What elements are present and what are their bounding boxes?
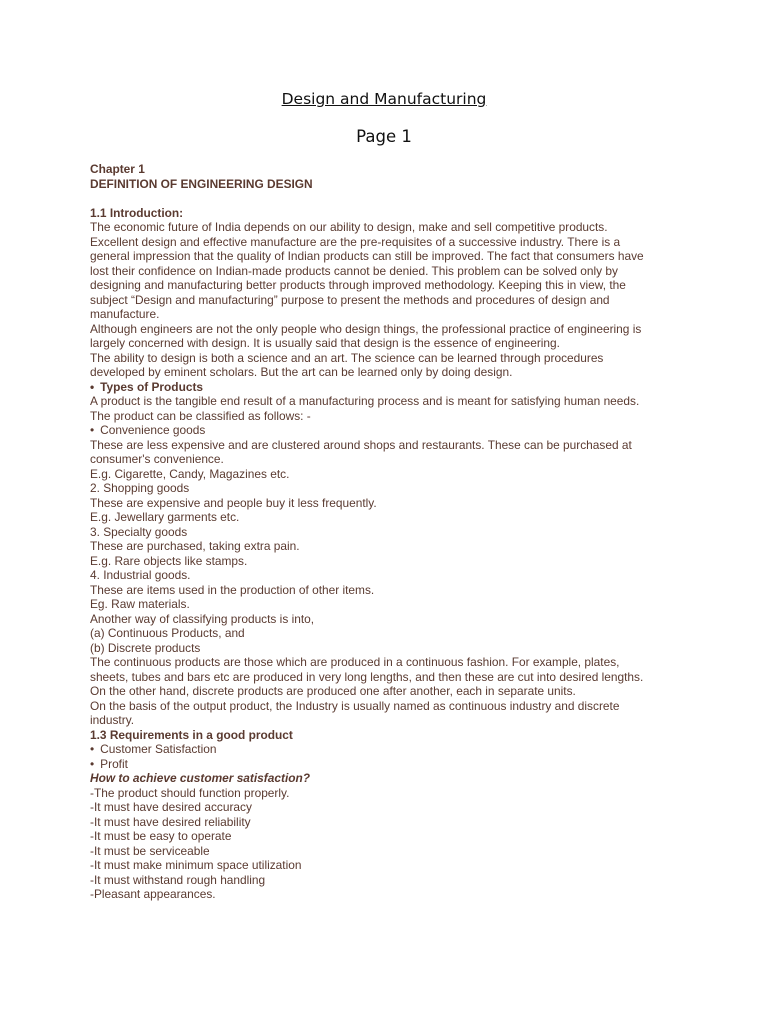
text-line: These are expensive and people buy it less frequently. xyxy=(90,495,377,510)
text-line: Another way of classifying products is into, xyxy=(90,611,315,626)
text-line: The continuous products are those which are produced in a continuous fashion. For example, plates, xyxy=(90,655,620,669)
text-line: E.g. Cigarette, Candy, Magazines etc. xyxy=(90,466,290,481)
text-line: The product can be classified as follows: - xyxy=(90,408,311,423)
text-line: -It must be easy to operate xyxy=(90,829,232,843)
text-line: On the other hand, discrete products are produced one after another, each in separate units. xyxy=(90,684,576,698)
chapter-title: DEFINITION OF ENGINEERING DESIGN xyxy=(90,176,313,191)
text-line: Although engineers are not the only people who design things, the professional practice of engineering is xyxy=(90,321,642,336)
text-line: -It must be serviceable xyxy=(90,843,210,858)
text-line: -It must have desired reliability xyxy=(90,814,251,829)
list-item: • Customer Satisfaction xyxy=(90,742,690,757)
intro-heading: 1.1 Introduction: xyxy=(90,205,184,220)
text-line: 4. Industrial goods. xyxy=(90,568,191,582)
text-line: -The product should function properly. xyxy=(90,785,290,800)
text-line: subject “Design and manufacturing” purpose to present the methods and procedures of design and xyxy=(90,292,610,307)
satisfaction-heading: How to achieve customer satisfaction? xyxy=(90,771,311,785)
page-label: Page 1 xyxy=(356,127,412,146)
text-line: A product is the tangible end result of a manufacturing process and is meant for satisfying human needs. xyxy=(90,394,640,408)
text-line: designing and manufacturing better products through improved methodology. Keeping this in view, the xyxy=(90,278,626,292)
requirements-heading: 1.3 Requirements in a good product xyxy=(90,727,293,742)
list-item: • Profit xyxy=(90,757,690,772)
text-line: E.g. Rare objects like stamps. xyxy=(90,553,248,568)
text-line: On the basis of the output product, the Industry is usually named as continuous industry and discrete xyxy=(90,698,620,713)
text-line: sheets, tubes and bars etc are produced in very long lengths, and then these are cut into desired lengths. xyxy=(90,669,644,684)
text-line: Excellent design and effective manufacture are the pre-requisites of a successive industry. There is a xyxy=(90,234,621,249)
text-line: industry. xyxy=(90,713,135,727)
document-body xyxy=(90,162,690,902)
text-line: -It must have desired accuracy xyxy=(90,800,252,814)
text-line: These are items used in the production of other items. xyxy=(90,582,375,597)
text-line: E.g. Jewellary garments etc. xyxy=(90,510,240,524)
text-line: 3. Specialty goods xyxy=(90,524,188,539)
spacer xyxy=(90,191,690,206)
text-line: developed by eminent scholars. But the art can be learned only by doing design. xyxy=(90,365,513,379)
text-line: manufacture. xyxy=(90,307,160,321)
list-item: • Convenience goods xyxy=(90,423,690,438)
chapter-number: Chapter 1 xyxy=(90,162,145,176)
text-line: These are purchased, taking extra pain. xyxy=(90,539,300,553)
text-line: -It must withstand rough handling xyxy=(90,872,266,887)
text-line: consumer's convenience. xyxy=(90,452,224,466)
text-line: lost their confidence on Indian-made products cannot be denied. This problem can be solved only by xyxy=(90,263,618,278)
text-line: general impression that the quality of Indian products can still be improved. The fact that consumers have xyxy=(90,249,644,263)
text-line: 2. Shopping goods xyxy=(90,481,190,495)
text-line: The ability to design is both a science and an art. The science can be learned through procedures xyxy=(90,350,604,365)
text-line: The economic future of India depends on our ability to design, make and sell competitive products. xyxy=(90,220,608,234)
text-line: Eg. Raw materials. xyxy=(90,597,190,611)
text-line: These are less expensive and are clustered around shops and restaurants. These can be purchased at xyxy=(90,437,632,452)
text-line: -Pleasant appearances. xyxy=(90,887,216,901)
text-line: largely concerned with design. It is usually said that design is the essence of engineering. xyxy=(90,336,560,350)
types-heading: • Types of Products xyxy=(90,380,690,395)
document-title: Design and Manufacturing xyxy=(281,90,487,108)
text-line: (a) Continuous Products, and xyxy=(90,626,245,640)
text-line: -It must make minimum space utilization xyxy=(90,858,302,872)
text-line: (b) Discrete products xyxy=(90,640,201,655)
